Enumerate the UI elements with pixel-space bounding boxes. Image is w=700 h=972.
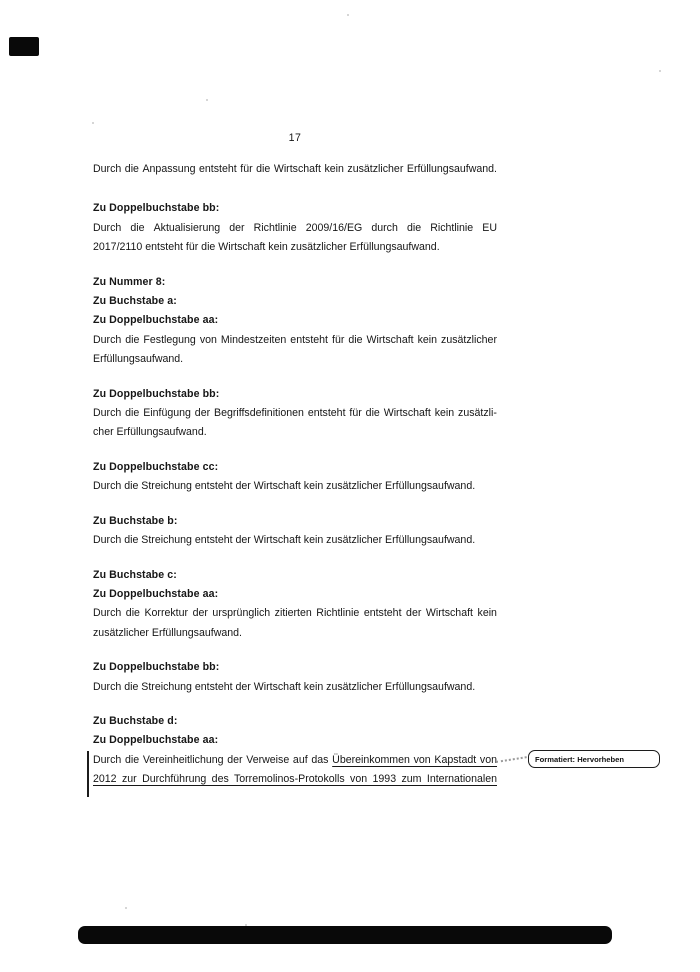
paragraph-line: Durch die Aktualisierung der Richtlinie 2009/16/EG durch die Richtlinie EU [93, 221, 497, 234]
paragraph-line: cher Erfüllungsaufwand. [93, 426, 207, 439]
section-heading: Zu Buchstabe a: [93, 295, 177, 308]
paragraph-line: Durch die Anpassung entsteht für die Wirtschaft kein zusätzlicher Erfüllungsaufwand. [93, 163, 497, 175]
tracked-change-line [93, 751, 497, 770]
document-body [93, 160, 497, 790]
scan-speck [125, 907, 127, 909]
paragraph-line: 2017/2110 entsteht für die Wirtschaft kein zusätzlicher Erfüllungsaufwand. [93, 241, 440, 254]
paragraph-line: zusätzlicher Erfüllungsaufwand. [93, 626, 242, 639]
paragraph-line: Durch die Streichung entsteht der Wirtschaft kein zusätzlicher Erfüllungsaufwand. [93, 680, 476, 693]
paragraph-line: Durch die Streichung entsteht der Wirtschaft kein zusätzlicher Erfüllungsaufwand. [93, 534, 476, 547]
section-heading: Zu Doppelbuchstabe bb: [93, 387, 220, 400]
scan-speck [659, 70, 661, 72]
paragraph-line: Erfüllungsaufwand. [93, 353, 184, 366]
paragraph-text: Durch die Vereinheitlichung der Verweise auf das [93, 753, 333, 766]
section-heading: Zu Buchstabe c: [93, 568, 177, 581]
formatting-annotation [528, 750, 660, 768]
scan-speck [245, 924, 247, 926]
paragraph-line: Durch die Einfügung der Begriffsdefinitionen entsteht für die Wirtschaft kein zusätzli- [93, 407, 497, 420]
change-bar [87, 751, 89, 797]
scan-speck [347, 14, 349, 16]
underlined-inserted-text: 2012 zur Durchführung des Torremolinos-Protokolls von 1993 zum Internationalen [93, 773, 497, 786]
scan-speck [206, 99, 208, 101]
section-heading: Zu Doppelbuchstabe bb: [93, 661, 220, 674]
scan-artifact-top-left [9, 37, 39, 56]
paragraph-line: Durch die Korrektur der ursprünglich zitierten Richtlinie entsteht der Wirtschaft kein [93, 607, 497, 620]
section-heading: Zu Doppelbuchstabe aa: [93, 314, 219, 327]
annotation-leader-line [496, 756, 527, 763]
section-heading: Zu Doppelbuchstabe aa: [93, 587, 219, 600]
paragraph-line: Durch die Festlegung von Mindestzeiten entsteht für die Wirtschaft kein zusätzlicher [93, 333, 497, 346]
formatting-annotation-label: Formatiert: Hervorheben [535, 754, 625, 764]
tracked-change-line [93, 770, 497, 789]
section-heading: Zu Buchstabe d: [93, 714, 178, 727]
section-heading: Zu Buchstabe b: [93, 514, 178, 527]
scan-speck [92, 122, 94, 124]
section-heading: Zu Doppelbuchstabe bb: [93, 202, 220, 215]
page-number: 17 [288, 132, 302, 144]
section-heading: Zu Doppelbuchstabe aa: [93, 734, 219, 747]
section-heading: Zu Nummer 8: [93, 275, 166, 288]
scan-artifact-bottom-bar [78, 926, 612, 944]
paragraph-line: Durch die Streichung entsteht der Wirtschaft kein zusätzlicher Erfüllungsaufwand. [93, 480, 476, 493]
section-heading: Zu Doppelbuchstabe cc: [93, 460, 219, 473]
underlined-inserted-text: Übereinkommen von Kapstadt von [332, 753, 498, 766]
